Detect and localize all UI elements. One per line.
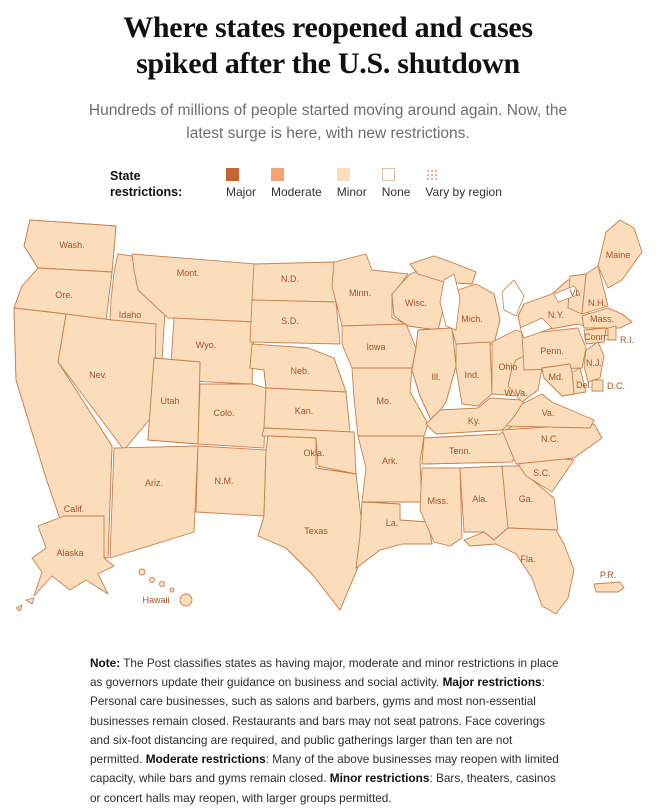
legend-label-vary: Vary by region	[425, 184, 502, 199]
label-alabama: Ala.	[472, 494, 488, 504]
label-massachusetts: Mass.	[589, 314, 615, 324]
label-tennessee: Tenn.	[448, 446, 472, 456]
vary-by-region-swatch	[425, 168, 438, 181]
label-colorado: Colo.	[213, 408, 235, 418]
label-maine: Maine	[605, 250, 631, 260]
state-north-carolina	[502, 424, 602, 464]
state-alaska-aleutian-2	[16, 605, 22, 611]
label-indiana: Ind.	[464, 370, 480, 380]
label-utah: Utah	[160, 396, 180, 406]
label-wisconsin: Wisc.	[405, 298, 427, 308]
label-florida: Fla.	[520, 554, 536, 564]
label-oklahoma: Okla.	[303, 448, 325, 458]
label-connecticut: Conn.	[583, 332, 609, 342]
label-idaho: Idaho	[118, 310, 142, 320]
label-dc: D.C.	[607, 381, 625, 391]
label-new-hampshire: N.H.	[588, 298, 606, 308]
label-delaware: Del.	[576, 380, 593, 390]
label-hawaii: Hawaii	[142, 595, 170, 605]
state-dc-swatch	[592, 380, 603, 391]
label-vermont: Vt.	[569, 288, 581, 298]
label-west-virginia: W.Va.	[504, 388, 528, 398]
legend-label-minor: Minor	[336, 184, 367, 199]
label-texas: Texas	[304, 526, 328, 536]
label-alaska: Alaska	[56, 548, 84, 558]
label-nebraska: Neb.	[290, 366, 310, 376]
none-swatch	[382, 168, 395, 181]
state-hawaii-island-4	[170, 588, 174, 592]
legend	[110, 168, 656, 201]
state-alaska-aleutian-1	[26, 598, 34, 604]
label-minnesota: Minn.	[348, 288, 372, 298]
label-maryland: Md.	[548, 372, 564, 382]
label-ohio: Ohio	[498, 362, 518, 372]
label-illinois: Ill.	[431, 372, 441, 382]
map-svg	[8, 210, 648, 635]
legend-label-none: None	[381, 184, 411, 199]
state-hawaii-island-1	[139, 569, 145, 575]
state-hawaii-island-5	[180, 594, 192, 606]
label-rhode-island: R.I.	[620, 335, 635, 345]
state-arkansas	[358, 436, 424, 502]
label-georgia: Ga.	[518, 494, 534, 504]
label-montana: Mont.	[176, 268, 200, 278]
label-wyoming: Wyo.	[195, 340, 217, 350]
label-california: Calif.	[63, 504, 85, 514]
label-virginia: Va.	[541, 408, 555, 418]
label-north-carolina: N.C.	[541, 434, 559, 444]
legend-item-moderate	[271, 168, 322, 199]
page-subtitle: Hundreds of millions of people started moving around again. Now, the latest surge is here, with new restrictions.	[88, 102, 568, 143]
legend-item-major	[226, 168, 256, 199]
label-missouri: Mo.	[376, 396, 392, 406]
label-arkansas: Ark.	[381, 456, 399, 466]
label-south-carolina: S.C.	[533, 468, 551, 478]
state-hawaii-island-3	[160, 582, 165, 587]
label-puerto-rico: P.R.	[599, 570, 617, 580]
major-swatch	[226, 168, 239, 181]
state-hawaii-island-2	[150, 578, 155, 583]
legend-label-moderate: Moderate	[271, 184, 322, 199]
label-south-dakota: S.D.	[281, 316, 299, 326]
label-arizona: Ariz.	[145, 478, 163, 488]
label-pennsylvania: Penn.	[540, 346, 564, 356]
moderate-swatch	[271, 168, 284, 181]
state-arizona	[110, 446, 198, 558]
page-title: Where states reopened and cases spiked after the U.S. shutdown	[123, 11, 533, 80]
label-kentucky: Ky.	[467, 416, 481, 426]
label-michigan: Mich.	[461, 314, 483, 324]
legend-item-none	[382, 168, 411, 199]
label-oregon: Ore.	[55, 290, 73, 300]
legend-label-major: Major	[226, 184, 257, 199]
note-text: Note: The Post classifies states as having major, moderate and minor restrictions in place as governors update their guidance on business and social activity. Major restrictions: Personal care businesses, such as salons and barbers, gyms and most non-essential businesses remain closed. Restaurants and bars may not seat patrons. Face coverings and six-foot distancing are required, and public gatherings larger than ten are not permitted. Moderate restrictions: Many of the above businesses may reopen with limited capacity, while bars and gyms remain closed. Minor restrictions: Bars, theaters, casinos or concert halls may reopen, with larger groups permitted.	[90, 656, 559, 805]
state-rhode-island	[608, 326, 616, 340]
state-florida	[464, 528, 574, 614]
minor-swatch	[337, 168, 350, 181]
label-north-dakota: N.D.	[281, 274, 299, 284]
label-new-mexico: N.M.	[214, 476, 234, 486]
state-puerto-rico	[594, 582, 624, 592]
label-new-jersey: N.J.	[585, 358, 603, 368]
label-louisiana: La.	[385, 518, 399, 528]
label-nevada: Nev.	[89, 370, 107, 380]
label-iowa: Iowa	[366, 342, 386, 352]
legend-items	[226, 168, 502, 199]
label-mississippi: Miss.	[427, 496, 449, 506]
label-new-york: N.Y.	[547, 310, 565, 320]
us-choropleth-map	[8, 210, 656, 640]
label-kansas: Kan.	[294, 406, 314, 416]
legend-item-vary	[425, 168, 501, 199]
legend-title: State restrictions:	[110, 168, 183, 199]
label-washington: Wash.	[59, 240, 85, 250]
legend-item-minor	[337, 168, 367, 199]
